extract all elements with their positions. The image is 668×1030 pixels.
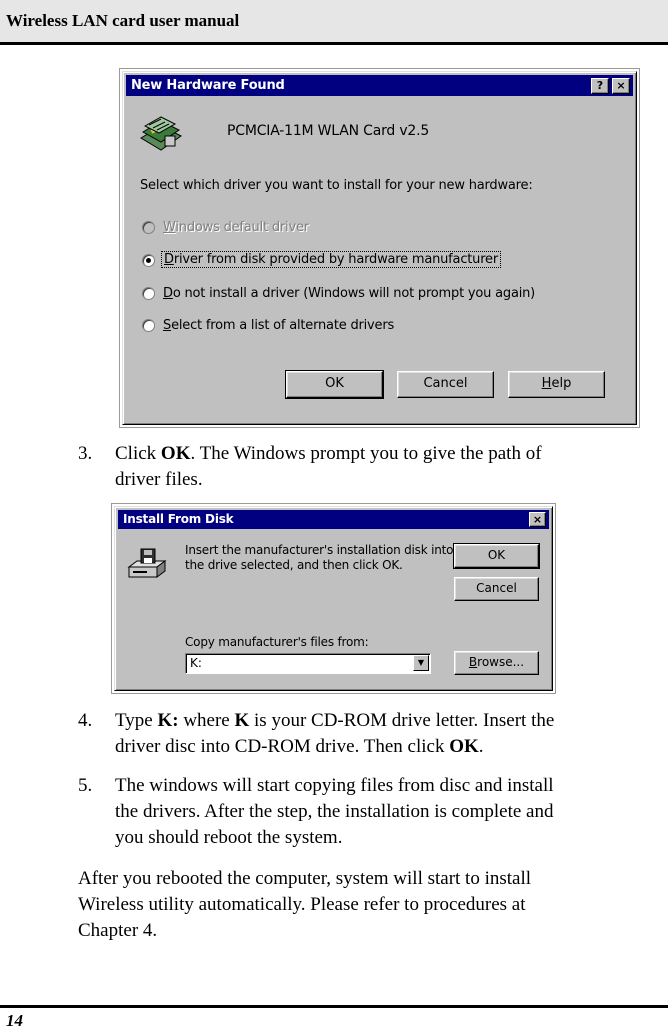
dialog-title: Install From Disk: [123, 512, 234, 526]
cancel-button[interactable]: Cancel: [454, 577, 539, 601]
page-header: [0, 0, 668, 45]
manual-title: Wireless LAN card user manual: [6, 11, 240, 30]
cancel-button[interactable]: Cancel: [397, 371, 494, 398]
step-3: [78, 441, 658, 493]
dialog-titlebar[interactable]: [126, 75, 633, 96]
dialog-title: New Hardware Found: [131, 78, 285, 93]
step-text: Click OK. The Windows prompt you to give the path of driver files.: [115, 443, 542, 490]
radio-windows-default[interactable]: [142, 221, 155, 234]
pcmcia-card-icon: [137, 112, 185, 156]
step-number: 3.: [78, 443, 93, 464]
path-combobox[interactable]: [185, 653, 431, 674]
step-number: 4.: [78, 710, 93, 731]
help-title-button[interactable]: ?: [591, 78, 609, 94]
copy-from-label: Copy manufacturer's files from:: [185, 635, 369, 649]
step-5: [78, 773, 663, 851]
ok-button[interactable]: OK: [454, 544, 539, 568]
device-name: PCMCIA-11M WLAN Card v2.5: [227, 123, 430, 139]
help-button[interactable]: Help: [508, 371, 605, 398]
radio-driver-from-disk[interactable]: [142, 254, 155, 267]
ok-button[interactable]: OK: [286, 371, 383, 398]
radio-do-not-install[interactable]: [142, 287, 155, 300]
step-text: The windows will start copying files from disc and install the drivers. After the step, the installation is complete and you should reboot the system.: [115, 775, 554, 848]
option-do-not-install-label: Do not install a driver (Windows will not prompt you again): [163, 286, 536, 301]
dropdown-arrow-icon[interactable]: ▼: [413, 655, 429, 671]
floppy-drive-icon: [127, 547, 167, 581]
page-footer: [0, 1005, 668, 1030]
option-windows-default-label: Windows default driver: [163, 220, 309, 235]
new-hardware-dialog: [122, 71, 637, 425]
step-text: Type K: where K is your CD-ROM drive letter. Insert the driver disc into CD-ROM drive. Then click OK.: [115, 710, 555, 757]
radio-select-from-list[interactable]: [142, 319, 155, 332]
step-4: [78, 708, 663, 760]
option-driver-from-disk-label: Driver from disk provided by hardware manufacturer: [161, 251, 501, 268]
close-title-button[interactable]: ×: [612, 78, 630, 94]
install-from-disk-dialog: [114, 506, 553, 691]
driver-prompt: Select which driver you want to install for your new hardware:: [140, 178, 533, 193]
dialog-titlebar[interactable]: [118, 510, 549, 529]
option-select-from-list-label: Select from a list of alternate drivers: [163, 318, 395, 333]
path-value: K:: [190, 656, 202, 670]
browse-button[interactable]: Browse...: [454, 651, 539, 675]
insert-disk-message: Insert the manufacturer's installation disk into the drive selected, and then click OK.: [185, 543, 454, 572]
close-title-button[interactable]: ×: [529, 512, 546, 527]
step-number: 5.: [78, 775, 93, 796]
page-number: 14: [6, 1011, 23, 1030]
closing-paragraph: After you rebooted the computer, system will start to install Wireless utility automatically. Please refer to procedures at Chapter 4.: [78, 868, 532, 941]
